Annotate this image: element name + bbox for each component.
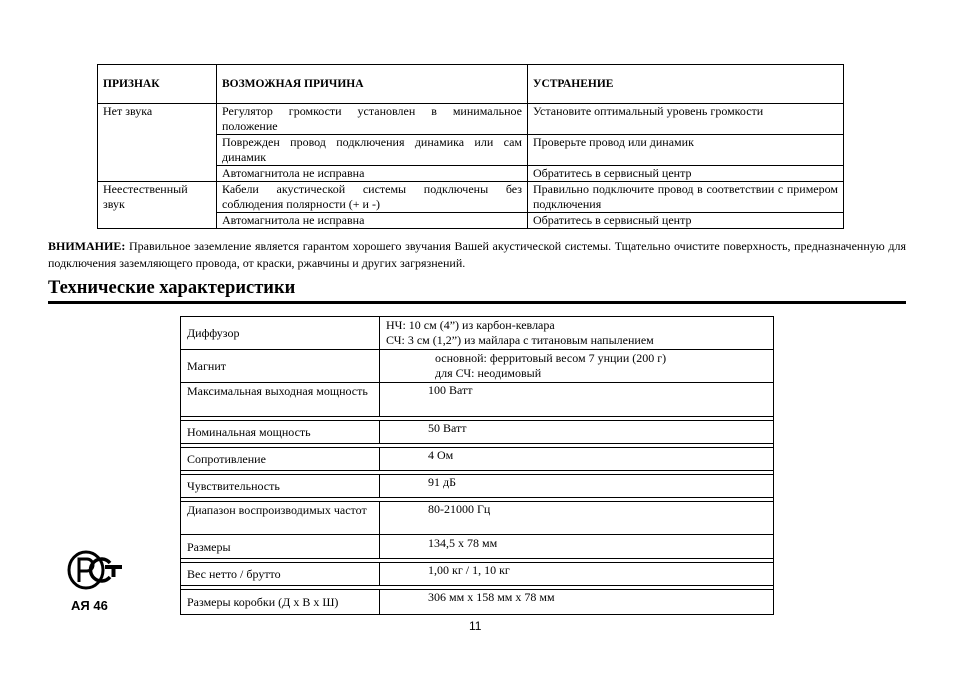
spec-row [180,563,774,586]
spec-value: 306 мм x 158 мм x 78 мм [428,590,555,604]
fix-cell: Обратитесь в сервисный центр [528,213,844,229]
spec-value-line: НЧ: 10 см (4”) из карбон-кевлара [386,318,555,332]
cause-cell: Кабели акустической системы подключены без соблюдения полярности (+ и -) [217,182,528,213]
spec-value: 100 Ватт [428,383,473,397]
cause-cell: Поврежден провод подключения динамика или сам динамик [217,135,528,166]
spec-label: Диапазон воспроизводимых частот [181,502,380,534]
spec-value: 1,00 кг / 1, 10 кг [428,563,510,577]
spec-label: Размеры коробки (Д x В x Ш) [181,590,380,614]
spec-row [180,316,774,350]
spec-label: Диффузор [181,317,380,349]
cause-cell: Регулятор громкости установлен в минимальное положение [217,104,528,135]
specs-table [180,316,774,615]
table-header-row [98,65,844,104]
spec-value: 50 Ватт [428,421,467,435]
troubleshooting-table [97,64,844,229]
spec-row [180,535,774,559]
spec-value: 91 дБ [428,475,456,489]
cause-cell: Автомагнитола не исправна [217,166,528,182]
header-cause: ВОЗМОЖНАЯ ПРИЧИНА [217,65,528,104]
spec-label: Размеры [181,535,380,558]
spec-value: 134,5 x 78 мм [428,536,498,550]
spec-label: Вес нетто / брутто [181,563,380,585]
warning-text: Правильное заземление является гарантом хорошего звучания Вашей акустической системы. Тщательно очистите поверхность, предназначенную для подключения заземляющего провода, от краски, ржавчины и других загрязнений. [48,239,906,270]
spec-value [380,317,773,349]
fix-cell: Правильно подключите провод в соответствии с примером подключения [528,182,844,213]
fix-cell: Обратитесь в сервисный центр [528,166,844,182]
spec-row [180,350,774,383]
spec-label: Сопротивление [181,448,380,470]
fix-cell: Проверьте провод или динамик [528,135,844,166]
fix-cell: Установите оптимальный уровень громкости [528,104,844,135]
spec-value-line: для СЧ: неодимовый [435,366,542,380]
warning-label: ВНИМАНИЕ: [48,239,126,253]
spec-row [180,502,774,535]
spec-row [180,421,774,444]
spec-row [180,448,774,471]
spec-label: Магнит [181,350,380,382]
spec-row [180,475,774,498]
spec-label: Номинальная мощность [181,421,380,443]
rst-certification-icon [66,548,122,592]
spec-value: 80-21000 Гц [428,502,491,516]
spec-label: Чувствительность [181,475,380,497]
page-number: 11 [469,619,482,633]
table-row [98,182,844,213]
cause-cell: Автомагнитола не исправна [217,213,528,229]
spec-value: 4 Ом [428,448,454,462]
warning-note [48,238,906,272]
table-row [98,104,844,135]
certification-code: АЯ 46 [71,598,108,613]
spec-value [380,350,773,382]
spec-row [180,590,774,615]
symptom-cell: Нет звука [98,104,217,182]
spec-label: Максимальная выходная мощность [181,383,380,416]
spec-value-line: СЧ: 3 см (1,2”) из майлара с титановым напылением [386,333,654,347]
symptom-cell: Неестественный звук [98,182,217,229]
header-fix: УСТРАНЕНИЕ [528,65,844,104]
spec-row [180,383,774,417]
spec-value-line: основной: ферритовый весом 7 унции (200 г) [435,351,667,365]
header-symptom: ПРИЗНАК [98,65,217,104]
section-title: Технические характеристики [48,278,906,304]
